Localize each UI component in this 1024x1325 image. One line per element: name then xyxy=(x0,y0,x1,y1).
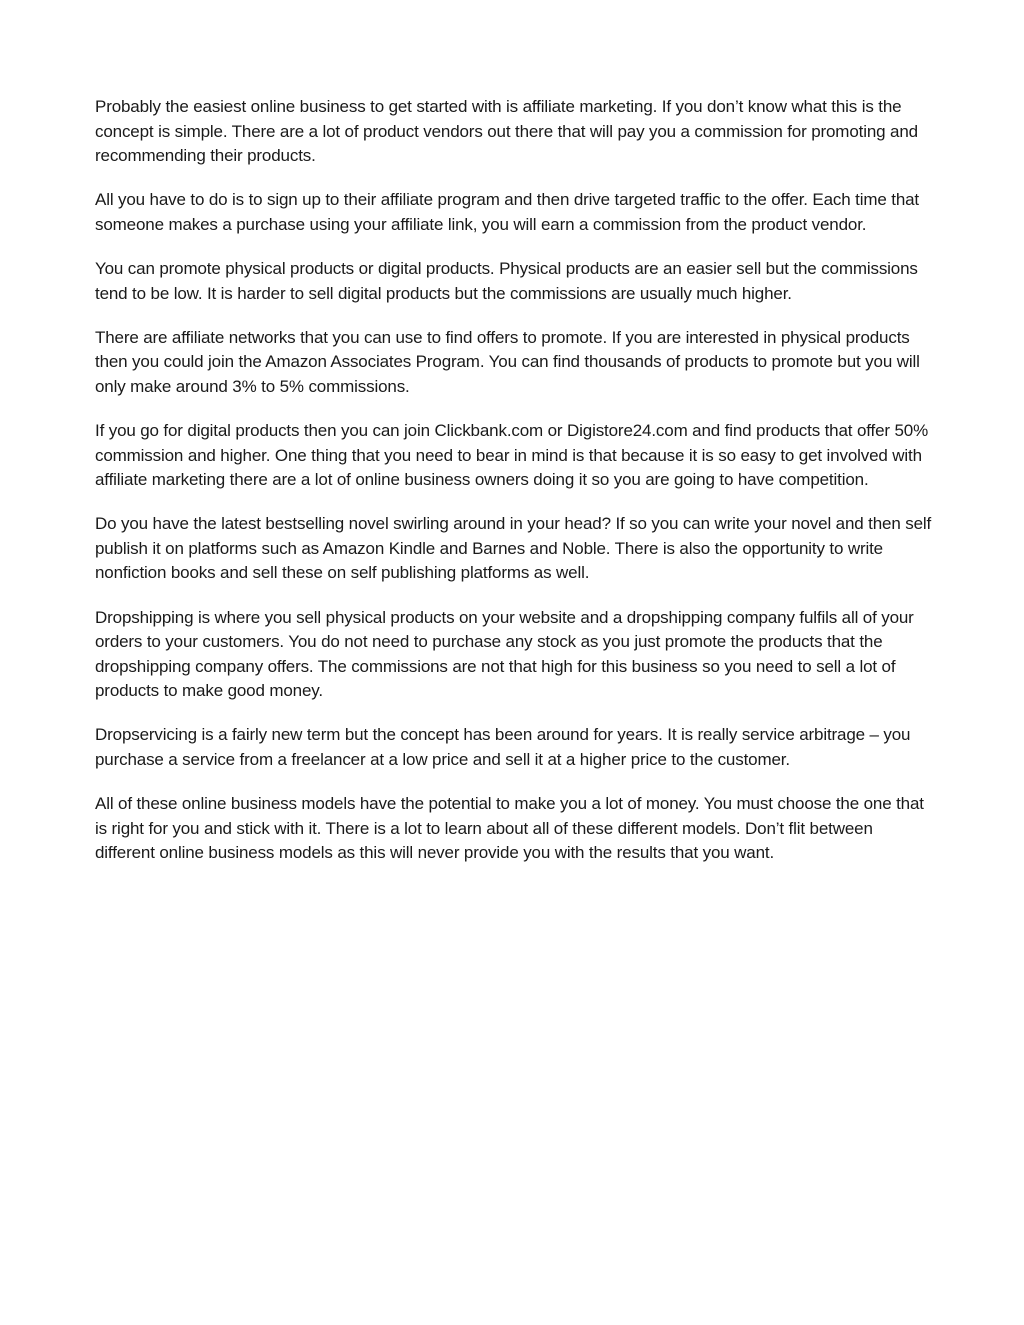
paragraph-dropservicing: Dropservicing is a fairly new term but the concept has been around for years. It is really service arbitrage – you purchase a service from a freelancer at a low price and sell it at a higher price to the customer. xyxy=(95,725,911,769)
paragraph-dropshipping: Dropshipping is where you sell physical products on your website and a dropshipping company fulfils all of your orders to your customers. You do not need to purchase any stock as you just promote the products that the dropshipping company offers. The commissions are not that high for this business so you need to sell a lot of products to make good money. xyxy=(95,607,914,701)
paragraph-self-publishing: Do you have the latest bestselling novel swirling around in your head? If so you can write your novel and then self publish it on platforms such as Amazon Kindle and Barnes and Noble. There is also the opportunity to write nonfiction books and sell these on self publishing platforms as well. xyxy=(95,514,932,583)
paragraph-affiliate-signup: All you have to do is to sign up to their affiliate program and then drive targeted traffic to the offer. Each time that someone makes a purchase using your affiliate link, you will earn a commission from the product vendor. xyxy=(95,190,919,234)
paragraph-affiliate-intro: Probably the easiest online business to get started with is affiliate marketing. If you don’t know what this is the concept is simple. There are a lot of product vendors out there that will pay you a commission for promoting and recommending their products. xyxy=(95,97,918,166)
paragraph-conclusion: All of these online business models have the potential to make you a lot of money. You must choose the one that is right for you and stick with it. There is a lot to learn about all of these different models. Don’t flit between different online business models as this will never provide you with the results that you want. xyxy=(95,794,924,863)
paragraph-digital-products: If you go for digital products then you can join Clickbank.com or Digistore24.com and find products that offer 50% commission and higher. One thing that you need to bear in mind is that because it is so easy to get involved with affiliate marketing there are a lot of online business owners doing it so you are going to have competition. xyxy=(95,420,929,490)
paragraph-physical-digital: You can promote physical products or digital products. Physical products are an easier sell but the commissions tend to be low. It is harder to sell digital products but the commissions are usually much higher. xyxy=(95,258,918,303)
document-body xyxy=(95,95,935,885)
paragraph-affiliate-networks: There are affiliate networks that you can use to find offers to promote. If you are interested in physical products then you could join the Amazon Associates Program. You can find thousands of products to promote but you will only make around 3% to 5% commissions. xyxy=(95,327,920,396)
